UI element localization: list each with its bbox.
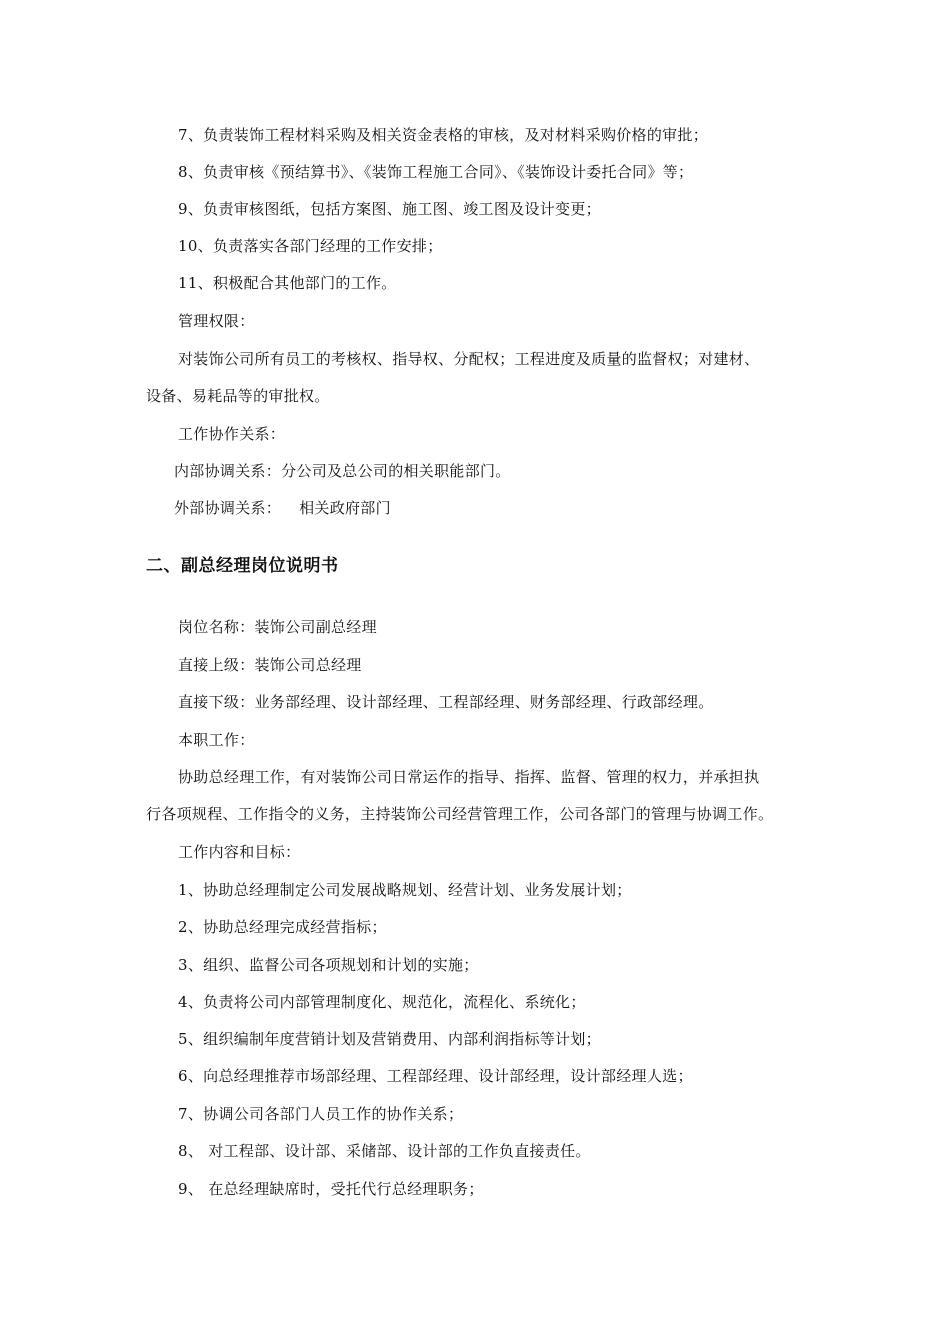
authority-text-line2: 设备、易耗品等的审批权。: [146, 387, 330, 405]
duty-label: 本职工作：: [178, 731, 255, 749]
content-item-7: 7、协调公司各部门人员工作的协作关系；: [178, 1105, 464, 1123]
relations-label: 工作协作关系：: [178, 425, 286, 443]
position-name: 岗位名称：装饰公司副总经理: [178, 618, 377, 636]
duty-text-line1: 协助总经理工作，有对装饰公司日常运作的指导、指挥、监督、管理的权力，并承担执: [178, 768, 760, 786]
duty-item-9: 9、负责审核图纸，包括方案图、施工图、竣工图及设计变更；: [178, 200, 601, 218]
internal-relations: 内部协调关系：分公司及总公司的相关职能部门。: [174, 462, 511, 480]
content-item-1: 1、协助总经理制定公司发展战略规划、经营计划、业务发展计划；: [178, 881, 632, 899]
authority-text-line1: 对装饰公司所有员工的考核权、指导权、分配权；工程进度及质量的监督权；对建材、: [178, 350, 760, 368]
duty-item-10: 10、负责落实各部门经理的工作安排；: [178, 237, 443, 255]
authority-label: 管理权限：: [178, 312, 255, 330]
section-heading: 二、副总经理岗位说明书: [146, 556, 339, 576]
duty-item-7: 7、负责装饰工程材料采购及相关资金表格的审核，及对材料采购价格的审批；: [178, 126, 709, 144]
external-relations-value: 相关政府部门: [299, 499, 391, 517]
duty-item-11: 11、积极配合其他部门的工作。: [178, 274, 397, 292]
content-item-4: 4、负责将公司内部管理制度化、规范化，流程化、系统化；: [178, 993, 586, 1011]
direct-subordinates: 直接下级：业务部经理、设计部经理、工程部经理、财务部经理、行政部经理。: [178, 693, 714, 711]
content-item-9: 9、 在总经理缺席时，受托代行总经理职务；: [178, 1180, 484, 1198]
external-relations-label: 外部协调关系：: [174, 499, 282, 517]
duty-text-line2: 行各项规程、工作指令的义务，主持装饰公司经营管理工作，公司各部门的管理与协调工作。: [146, 805, 774, 823]
content-item-6: 6、向总经理推荐市场部经理、工程部经理、设计部经理，设计部经理人选；: [178, 1067, 693, 1085]
content-item-3: 3、组织、监督公司各项规划和计划的实施；: [178, 956, 479, 974]
direct-superior: 直接上级：装饰公司总经理: [178, 656, 362, 674]
content-item-8: 8、 对工程部、设计部、采储部、设计部的工作负直接责任。: [178, 1142, 591, 1160]
content-item-2: 2、协助总经理完成经营指标；: [178, 918, 387, 936]
content-label: 工作内容和目标：: [178, 843, 301, 861]
content-item-5: 5、组织编制年度营销计划及营销费用、内部利润指标等计划；: [178, 1030, 601, 1048]
duty-item-8: 8、负责审核《预结算书》、《装饰工程施工合同》、《装饰设计委托合同》等；: [178, 163, 694, 181]
external-relations: [174, 498, 391, 518]
